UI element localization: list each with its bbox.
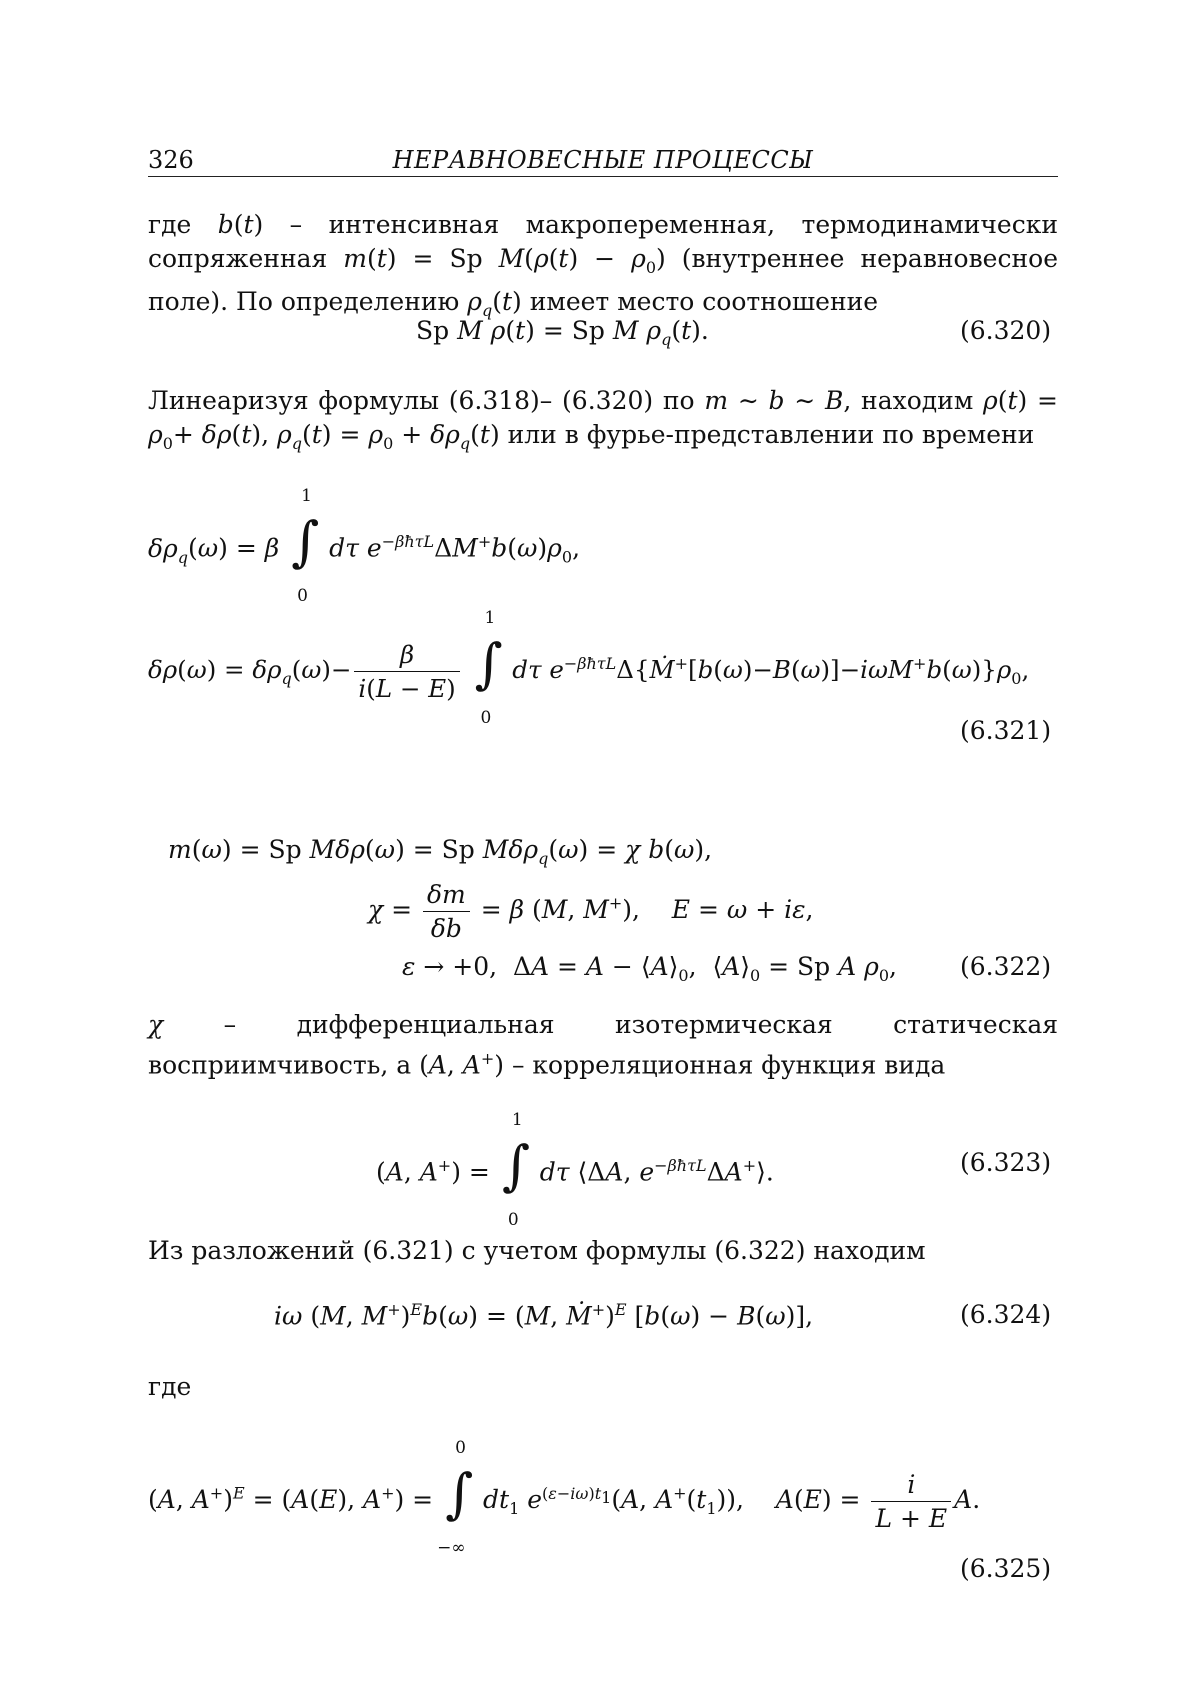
equation-6-325: (A, A+)$^E$ = (A(E), A+) = 0 ∫ −∞ $dt_1$ $e^{(\varepsilon-i\omega)t_1}(A$, $A^+(t_1)$), A(E) = $\frac{i}{L + E}$ A. [148, 1437, 981, 1558]
equation-6-322-line1: m(ω) = Sp Mδρ(ω) = Sp Mδρ$_q$(ω) = χ b(ω), [168, 835, 713, 868]
equation-number-6-320: (6.320) [960, 316, 1052, 345]
running-title: НЕРАВНОВЕСНЫЕ ПРОЦЕССЫ [392, 146, 814, 174]
equation-6-320: Sp M ρ(t) = Sp M $\rho_q(t)$. [416, 316, 709, 349]
equation-6-324: iω (M, M+)$^E$b(ω) = (M, Ṁ+)$^E$ [b(ω) − B(ω)], [274, 1300, 814, 1331]
equation-number-6-325: (6.325) [960, 1554, 1052, 1583]
integral-sign: 1 ∫ 0 [474, 607, 503, 728]
equation-6-322-line2: χ = $\frac{\delta m}{\delta b}$ = β (M, M+), E = ω + iε, [368, 880, 814, 943]
page-header [148, 146, 1058, 177]
equation-6-321-line2: $\delta\rho(\omega) = \delta\rho_q(\omega)-$ $\frac{\beta}{i(L - E)}$ 1 ∫ 0 dτ $e^{-\beta ħ\tau L}\Delta\{Ṁ^+[b(\omega)-B(\omega)]-i\omega M^+b(\omega)\}\rho_0$, [148, 607, 1030, 728]
equation-number-6-322: (6.322) [960, 952, 1052, 981]
paragraph-3: χ – дифференциальная изотермическая статическая восприимчивость, а (A, A+) – корреляционная функция вида [148, 1010, 1058, 1080]
equation-number-6-323: (6.323) [960, 1148, 1052, 1177]
paragraph-4: Из разложений (6.321) с учетом формулы (6.322) находим [148, 1236, 926, 1265]
equation-number-6-324: (6.324) [960, 1300, 1052, 1329]
paragraph-1: где b(t) – интенсивная макропеременная, термодинамически сопряженная m(t) = Sp $M(\rho(t) - \rho_0)$ (внутреннее неравновесное поле). По определению $\rho_q(t)$ имеет место соотношение [148, 210, 1058, 320]
equation-number-6-321: (6.321) [960, 716, 1052, 745]
integral-sign: 1 ∫ 0 [291, 486, 320, 606]
integral-sign: 0 ∫ −∞ [437, 1437, 474, 1558]
paragraph-2: Линеаризуя формулы (6.318)– (6.320) по m ∼ b ∼ B, находим $\rho(t) = \rho_0+ \delta\rho(t)$, $\rho_q(t) = \rho_0 + \delta\rho_q(t)$ или в фурье-представлении по времени [148, 386, 1058, 453]
equation-6-323: (A, A+) = 1 ∫ 0 dτ ⟨ΔA, $e^{-\beta ħ\tau L}\Delta A^+⟩$. [376, 1110, 774, 1230]
equation-6-321-line1: $\delta\rho_q(\omega) = \beta$ 1 ∫ 0 dτ $e^{-\beta ħ\tau L}\Delta M^+b(\omega)\rho_0$, [148, 486, 581, 606]
equation-6-322-line3: ε → +0, $\Delta A = A - ⟨A⟩_0$, $⟨A⟩_0 = Sp$ A $\rho_0$, [402, 952, 897, 985]
integral-sign: 1 ∫ 0 [501, 1110, 530, 1230]
page-number: 326 [148, 146, 194, 174]
paragraph-5: где [148, 1372, 192, 1401]
